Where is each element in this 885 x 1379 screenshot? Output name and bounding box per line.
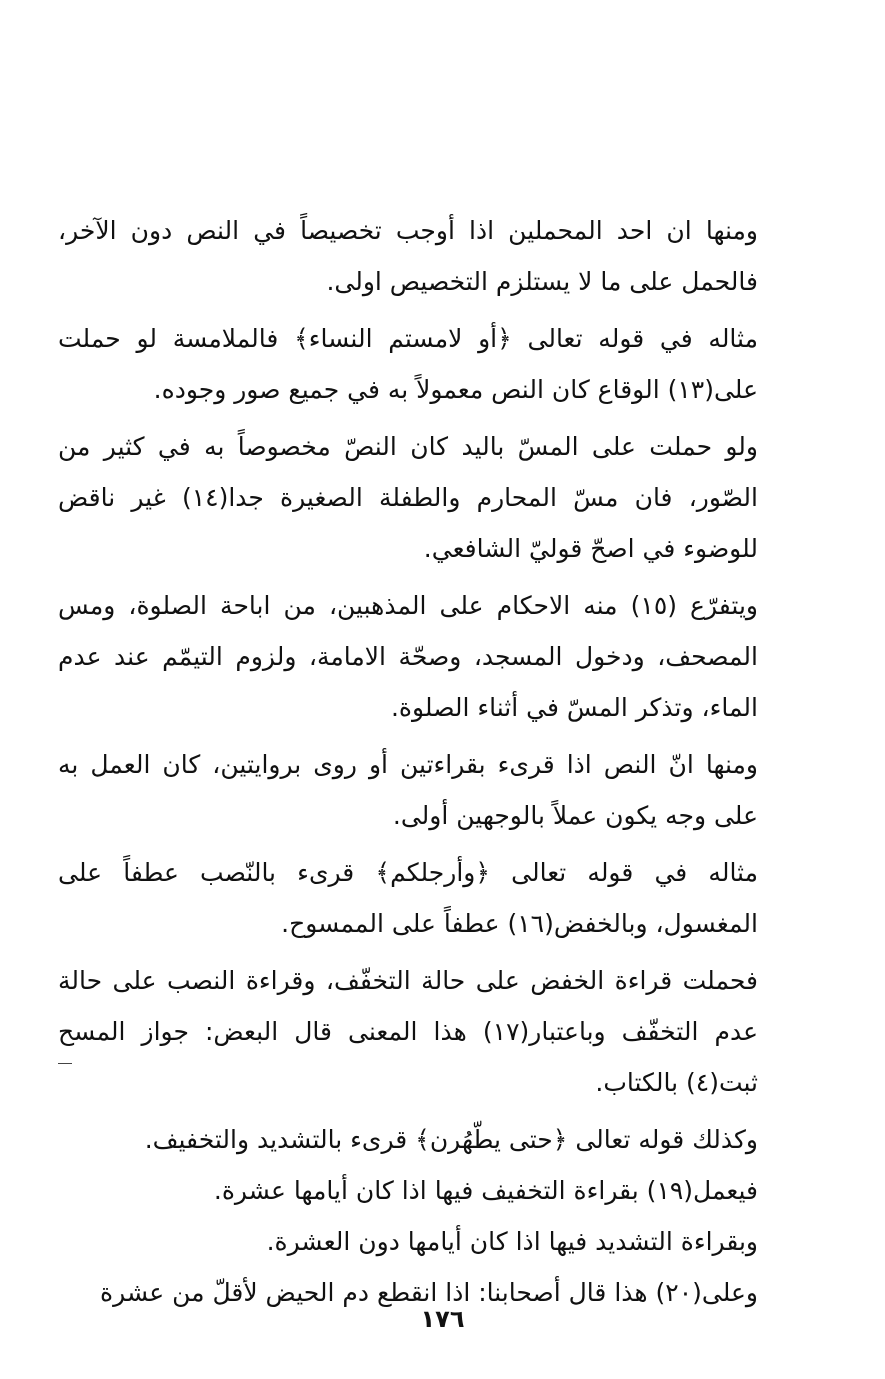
paragraph-3: ولو حملت على المسّ باليد كان النصّ مخصوصاً به في كثير من الصّور، فان مسّ المحارم والطفلة الصغيرة جدا(١٤) غير ناقض للوضوء في اصحّ قوليّ الشافعي. [58, 432, 758, 563]
paragraph-5: ومنها انّ النص اذا قرىء بقراءتين أو روى بروايتين، كان العمل به على وجه يكون عملاً بالوجهين أولى. [58, 750, 758, 830]
page-number: ١٧٦ [420, 1305, 465, 1333]
paragraph-9: فيعمل(١٩) بقراءة التخفيف فيها اذا كان أيامها عشرة. [213, 1176, 758, 1205]
paragraph-4: ويتفرّع (١٥) منه الاحكام على المذهبين، من اباحة الصلوة، ومس المصحف، ودخول المسجد، وصحّة الامامة، ولزوم التيمّم عند عدم الماء، وتذكر المسّ في أثناء الصلوة. [58, 591, 758, 722]
paragraph-2: مثاله في قوله تعالى ﴿أو لامستم النساء﴾ فالملامسة لو حملت على(١٣) الوقاع كان النص معمولاً به في جميع صور وجوده. [58, 324, 758, 404]
paragraph-1: ومنها ان احد المحملين اذا أوجب تخصيصاً في النص دون الآخر، فالحمل على ما لا يستلزم التخصيص اولى. [58, 216, 758, 296]
paragraph-10: وبقراءة التشديد فيها اذا كان أيامها دون العشرة. [266, 1227, 758, 1256]
paragraph-8: وكذلك قوله تعالى ﴿حتى يطّهُرن﴾ قرىء بالتشديد والتخفيف. [144, 1125, 758, 1154]
paragraph-11: وعلى(٢٠) هذا قال أصحابنا: اذا انقطع دم الحيض لأقلّ من عشرة [100, 1278, 758, 1307]
paragraph-6: مثاله في قوله تعالى ﴿وأرجلكم﴾ قرىء بالنّصب عطفاً على المغسول، وبالخفض(١٦) عطفاً على الممسوح. [58, 858, 758, 938]
margin-mark [58, 1063, 72, 1064]
paragraph-7: فحملت قراءة الخفض على حالة التخفّف، وقراءة النصب على حالة عدم التخفّف وباعتبار(١٧) هذا المعنى قال البعض: جواز المسح ثبت(٤) بالكتاب. [58, 966, 759, 1097]
page-body [58, 205, 758, 1318]
